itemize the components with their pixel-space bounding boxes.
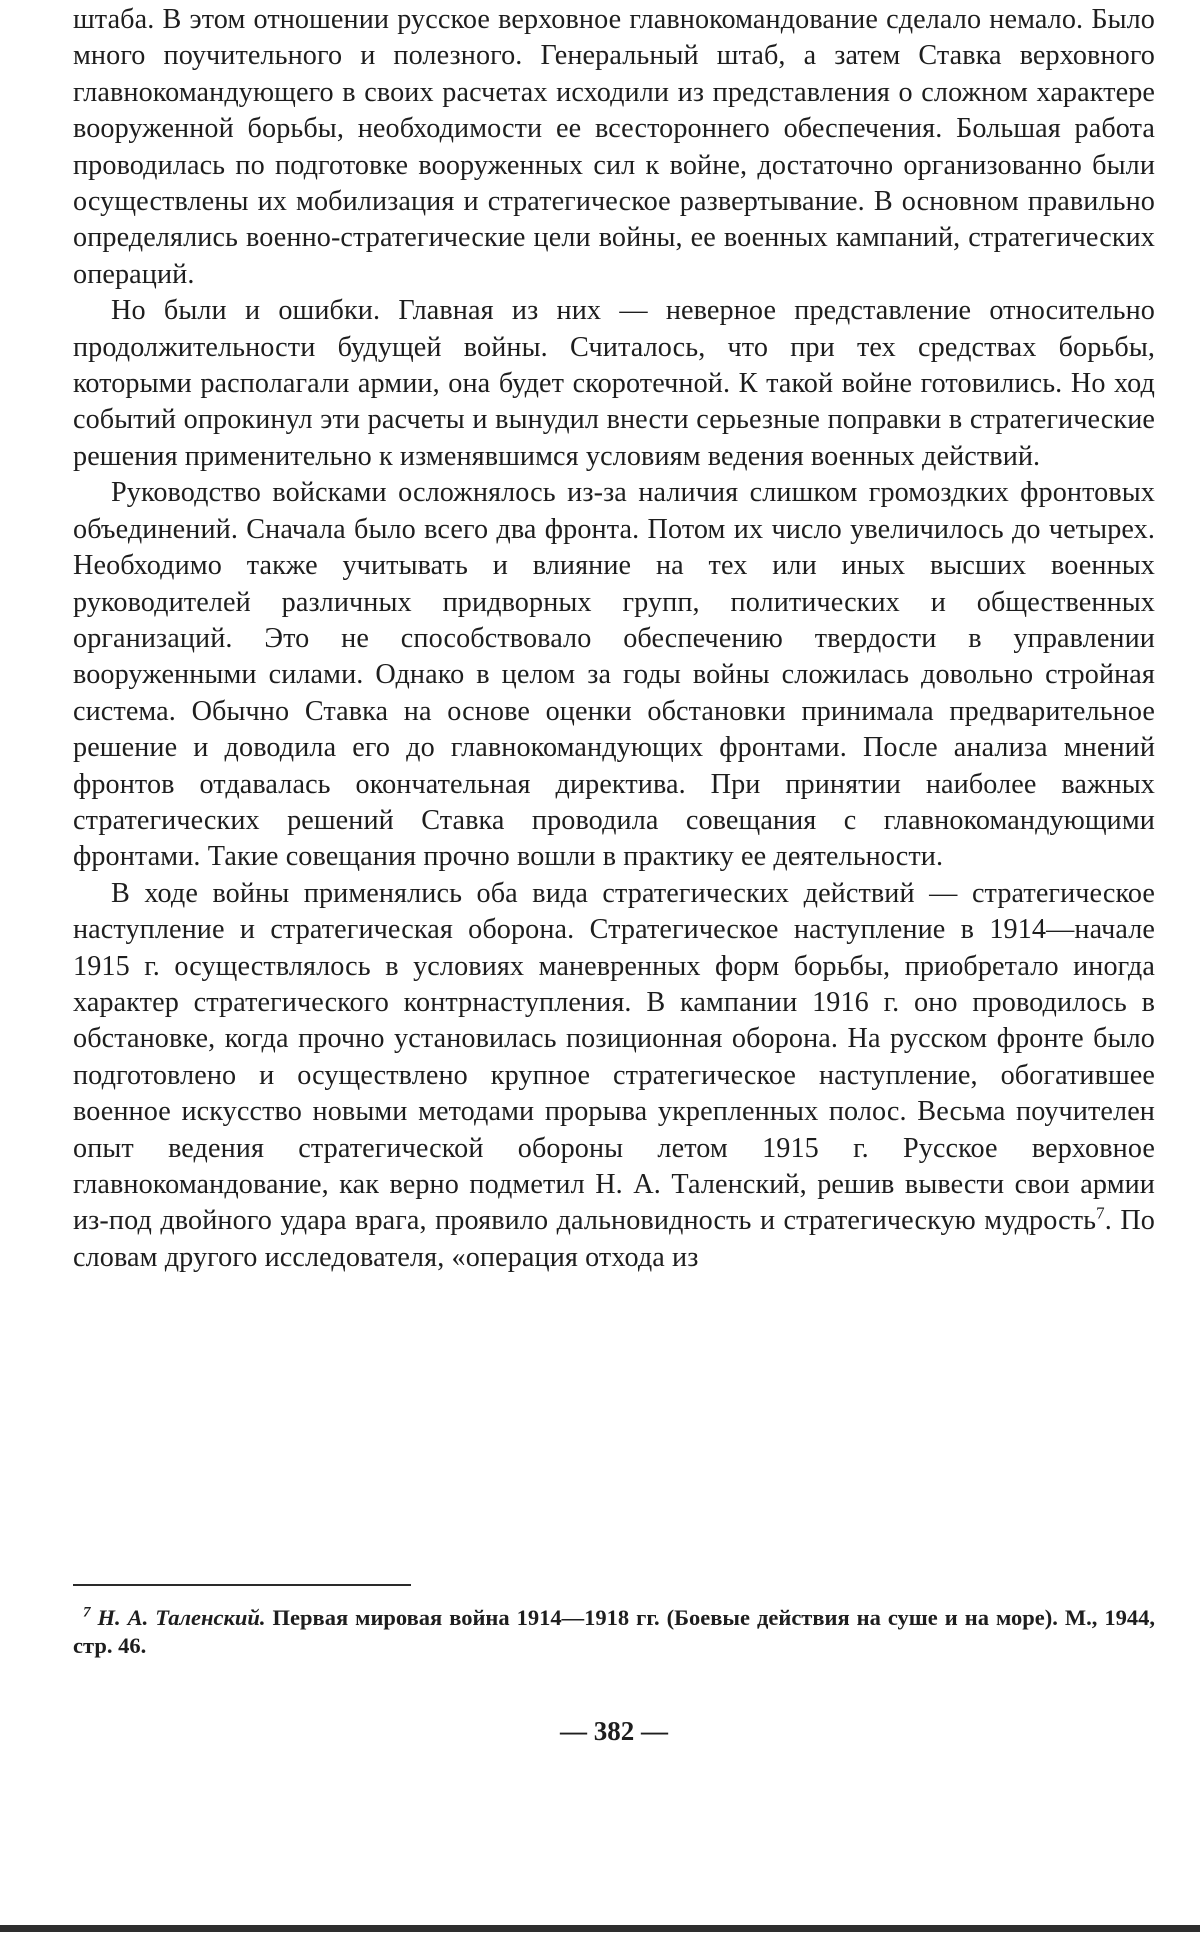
footnote-marker: 7 — [83, 1604, 91, 1621]
book-page — [73, 0, 1155, 1945]
paragraph-3: Руководство войсками осложнялось из-за наличия слишком громоздких фронтовых объединений. Сначала было всего два фронта. Потом их число увеличилось до четырех. Необходимо также учитывать и влияние на тех или иных высших военных руководителей различных придворных групп, политических и общественных организаций. Это не способствовало обеспечению твердости в управлении вооруженными силами. Однако в целом за годы войны сложилась довольно стройная система. Обычно Ставка на основе оценки обстановки принимала предварительное решение и доводила его до главнокомандующих фронтами. После анализа мнений фронтов отдавалась окончательная директива. При принятии наиболее важных стратегических решений Ставка проводила совещания с главнокомандующими фронтами. Такие совещания прочно вошли в практику ее деятельности. — [73, 477, 1155, 873]
footnote-text: Первая мировая война 1914—1918 гг. (Боевые действия на суше и на море). М., 1944, стр. 46. — [73, 1605, 1156, 1658]
footnote — [73, 1604, 1155, 1660]
paragraph-4-text: В ходе войны применялись оба вида стратегических действий — стратегическое наступление и стратегическая оборона. Стратегическое наступление в 1914—начале 1915 г. осуществлялось в условиях маневренных форм борьбы, приобретало иногда характер стратегического контрнаступления. В кампании 1916 г. оно проводилось в обстановке, когда прочно установилась позиционная оборона. На русском фронте было подготовлено и осуществлено крупное стратегическое наступление, обогатившее военное искусство новыми методами прорыва укрепленных полос. Весьма поучителен опыт ведения стратегической обороны летом 1915 г. Русское верховное главнокомандование, как верно подметил Н. А. Таленский, решив вывести свои армии из-под двойного удара врага, проявило дальновидность и стратегическую мудрость — [73, 877, 1155, 1237]
paragraph-4-continuation: По словам другого исследователя, «операция отхода из — [73, 1205, 1155, 1273]
paragraph-4: В ходе войны применялись оба вида стратегических действий — стратегическое наступление и стратегическая оборона. Стратегическое наступление в 1914—начале 1915 г. осуществлялось в условиях маневренных форм борьбы, приобретало иногда характер стратегического контрнаступления. В кампании 1916 г. оно проводилось в обстановке, когда прочно установилась позиционная оборона. На русском фронте было подготовлено и осуществлено крупное стратегическое наступление, обогатившее военное искусство новыми методами прорыва укрепленных полос. Весьма поучителен опыт ведения стратегической обороны летом 1915 г. Русское верховное главнокомандование, как верно подметил Н. А. Таленский, решив вывести свои армии из-под двойного удара врага, проявило дальновидность и стратегическую мудрость$^7$. По словам другого исследователя, «операция отхода из — [73, 877, 1155, 1273]
paragraph-2: Но были и ошибки. Главная из них — неверное представление относительно продолжительности будущей войны. Считалось, что при тех средствах борьбы, которыми располагали армии, она будет скоротечной. К такой войне готовились. Но ход событий опрокинул эти расчеты и вынудил внести серьезные поправки в стратегические решения применительно к изменявшимся условиям ведения военных действий. — [73, 295, 1155, 472]
footnote-author: Н. А. Таленский. — [97, 1605, 266, 1630]
page-number: — 382 — — [560, 1716, 668, 1746]
footnote-divider — [73, 1584, 411, 1586]
main-text — [73, 2, 1155, 1276]
paragraph-1: штаба. В этом отношении русское верховное главнокомандование сделало немало. Было много поучительного и полезного. Генеральный штаб, а затем Ставка верховного главнокомандующего в своих расчетах исходили из представления о сложном характере вооруженной борьбы, необходимости ее всестороннего обеспечения. Большая работа проводилась по подготовке вооруженных сил к войне, достаточно организованно были осуществлены их мобилизация и стратегическое развертывание. В основном правильно определялись военно-стратегические цели войны, ее военных кампаний, стратегических операций. — [73, 4, 1155, 290]
footnote-reference: 7 — [1096, 1204, 1105, 1224]
page-bottom-edge — [0, 1925, 1200, 1932]
